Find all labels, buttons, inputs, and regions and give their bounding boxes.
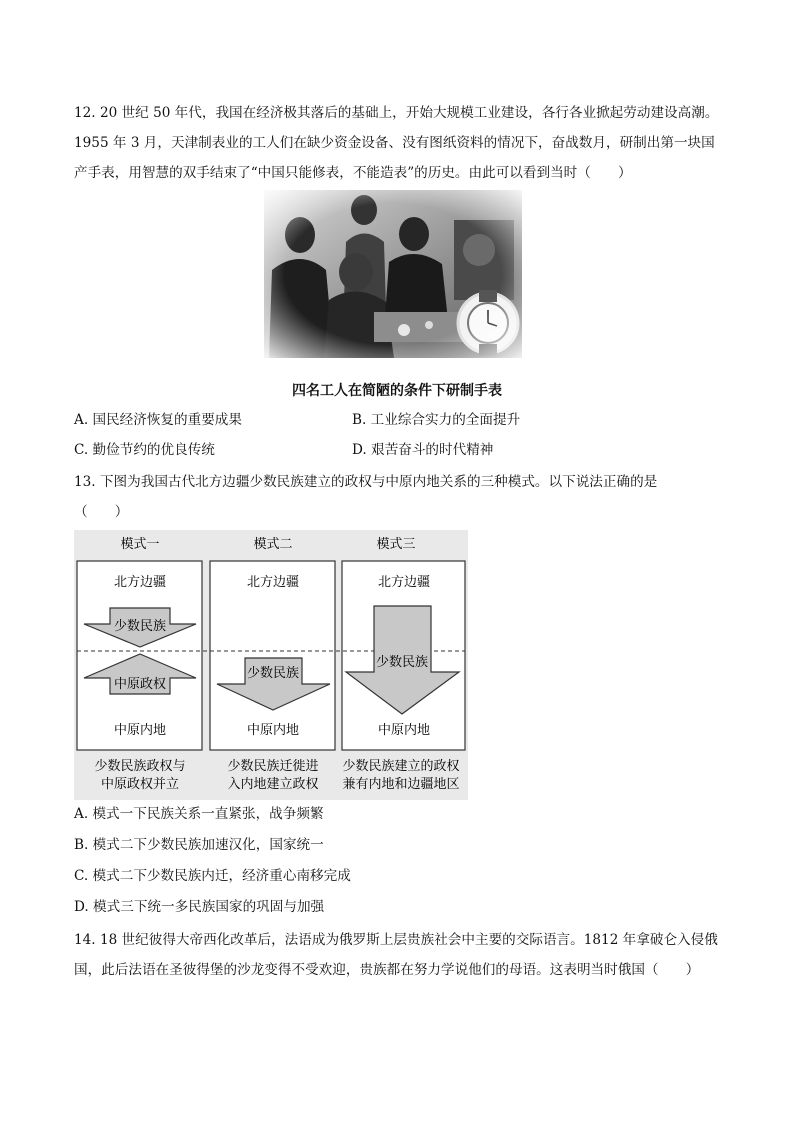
relation-modes-diagram <box>74 530 468 800</box>
mode1-bottom-label: 中原内地 <box>113 723 167 738</box>
q14-stem-line-1: 14. 18 世纪彼得大帝西化改革后，法语成为俄罗斯上层贵族社会中主要的交际语言。1812 年拿破仑入侵俄 <box>74 932 718 948</box>
mode3-desc-2: 兼有内地和边疆地区 <box>342 777 460 792</box>
q12-stem-line-1: 12. 20 世纪 50 年代，我国在经济极其落后的基础上，开始大规模工业建设，各行各业掀起劳动建设高潮。 <box>74 105 719 121</box>
q13-stem-line-1: 13. 下图为我国古代北方边疆少数民族建立的政权与中原内地关系的三种模式。以下说法正确的是 <box>74 474 658 490</box>
mode1-desc-2: 中原政权并立 <box>100 777 180 792</box>
q13-option-d[interactable]: D. 模式三下统一多民族国家的巩固与加强 <box>74 899 325 915</box>
mode2-desc-2: 入内地建立政权 <box>227 777 319 792</box>
mode2-desc-1: 少数民族迁徙进 <box>227 759 319 774</box>
mode2-title: 模式二 <box>253 537 293 552</box>
mode1-top-label: 北方边疆 <box>113 575 167 590</box>
mode1-up-label: 中原政权 <box>113 677 167 692</box>
q12-option-b[interactable]: B. 工业综合实力的全面提升 <box>352 412 521 428</box>
q12-stem-line-3: 产手表，用智慧的双手结束了“中国只能修表，不能造表”的历史。由此可以看到当时（ ） <box>74 165 632 181</box>
q13-option-c[interactable]: C. 模式二下少数民族内迁，经济重心南移完成 <box>74 868 351 884</box>
photo-caption: 四名工人在简陋的条件下研制手表 <box>292 383 502 399</box>
watchmaking-photo <box>264 190 522 358</box>
q13-option-b[interactable]: B. 模式二下少数民族加速汉化，国家统一 <box>74 837 324 853</box>
q12-option-c[interactable]: C. 勤俭节约的优良传统 <box>74 442 215 458</box>
mode1-title: 模式一 <box>120 537 160 552</box>
q13-stem-line-2: （ ） <box>74 504 129 520</box>
mode3-top-label: 北方边疆 <box>377 575 431 590</box>
q13-option-a[interactable]: A. 模式一下民族关系一直紧张，战争频繁 <box>74 806 324 822</box>
mode2-bottom-label: 中原内地 <box>246 723 300 738</box>
mode3-title: 模式三 <box>376 537 416 552</box>
mode1-desc-1: 少数民族政权与 <box>94 759 186 774</box>
mode1-down-label: 少数民族 <box>113 619 167 634</box>
q12-option-d[interactable]: D. 艰苦奋斗的时代精神 <box>352 442 494 458</box>
mode3-bottom-label: 中原内地 <box>377 723 431 738</box>
mode3-down-label: 少数民族 <box>375 655 429 670</box>
q14-stem-line-2: 国，此后法语在圣彼得堡的沙龙变得不受欢迎，贵族都在努力学说他们的母语。这表明当时俄国（ ） <box>74 962 700 978</box>
mode3-desc-1: 少数民族建立的政权 <box>342 759 460 774</box>
mode2-top-label: 北方边疆 <box>246 575 300 590</box>
q12-stem-line-2: 1955 年 3 月，天津制表业的工人们在缺少资金设备、没有图纸资料的情况下，奋战数月，研制出第一块国 <box>74 135 715 151</box>
q12-option-a[interactable]: A. 国民经济恢复的重要成果 <box>74 412 242 428</box>
mode2-down-label: 少数民族 <box>246 666 300 681</box>
